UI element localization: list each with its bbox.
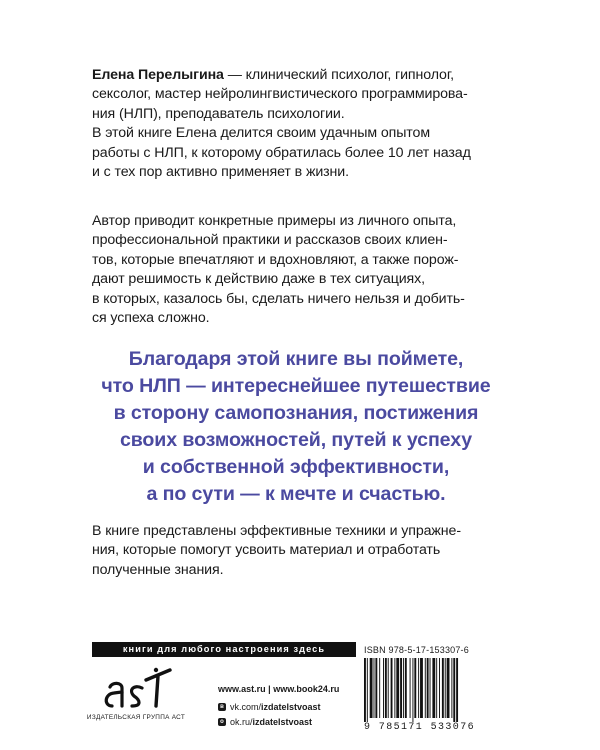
barcode-bar	[379, 658, 380, 718]
barcode-bar	[432, 658, 435, 718]
techniques-line: В книге представлены эффективные техники и упражне-	[92, 523, 461, 539]
author-bio	[92, 66, 512, 182]
description-line: ся успеха сложно.	[92, 310, 210, 327]
barcode-bar	[445, 658, 446, 718]
barcode-bar	[403, 658, 404, 718]
barcode-bar	[456, 658, 458, 722]
barcode-bar	[374, 658, 375, 718]
techniques-line: полученные знания.	[92, 561, 224, 578]
author-bio-line: и с тех пор активно применяет в жизни.	[92, 164, 349, 181]
barcode-bar	[451, 658, 452, 718]
quote-line: а по сути — к мечте и счастью.	[146, 483, 446, 505]
highlight-quote	[76, 346, 516, 508]
description-line: профессиональной практики и рассказов своих клиен-	[92, 232, 448, 249]
barcode-bar	[453, 658, 455, 722]
quote-line: и собственной эффективности,	[142, 456, 450, 478]
barcode-bar	[425, 658, 426, 718]
barcode-bar	[420, 658, 423, 718]
barcode-bar	[375, 658, 377, 718]
barcode-bar	[410, 658, 411, 718]
description-line: в которых, казалось бы, сделать ничего нельзя и добить-	[92, 290, 465, 307]
barcode-bar	[396, 658, 399, 718]
publisher-name: ИЗДАТЕЛЬСКАЯ ГРУППА АСТ	[86, 714, 186, 721]
barcode-bar	[436, 658, 437, 718]
barcode-bar	[430, 658, 431, 718]
barcode-bar	[385, 658, 387, 718]
barcode-bar	[414, 658, 416, 718]
isbn: ISBN 978-5-17-153307-6	[364, 645, 469, 655]
quote-line: Благодаря этой книге вы поймете,	[128, 348, 464, 370]
quote-line: своих возможностей, путей к успеху	[119, 429, 473, 451]
publisher-logo	[86, 666, 186, 726]
barcode-bar	[442, 658, 444, 718]
barcode-bar	[394, 658, 395, 718]
barcode-bar	[412, 658, 413, 722]
techniques-line: ния, которые помогут усвоить материал и отработать	[92, 542, 441, 559]
description-line: Автор приводит конкретные примеры из личного опыта,	[92, 213, 457, 229]
author-bio-line: сексолог, мастер нейролингвистического программирова-	[92, 86, 468, 103]
author-bio-line: Елена Перелыгина — клинический психолог, гипнолог,	[92, 67, 455, 83]
barcode-number: 9 785171 533076	[364, 722, 476, 733]
ast-logo-icon	[98, 666, 174, 712]
barcode-bar	[391, 658, 393, 718]
tagline-bar: книги для любого настроения здесь	[92, 642, 356, 657]
description-line: тов, которые впечатляют и вдохновляют, а также порож-	[92, 251, 459, 268]
barcode-bar	[418, 658, 419, 718]
barcode-bar	[367, 658, 368, 722]
quote-line: в сторону самопознания, постижения	[113, 402, 479, 424]
ok-link[interactable]: о ok.ru/ izdatelstvoast	[218, 715, 339, 729]
barcode-bar	[447, 658, 450, 718]
description-line: дают решимость к действию даже в тех ситуациях,	[92, 271, 425, 288]
barcode-bar	[388, 658, 389, 718]
barcode-bar	[383, 658, 384, 718]
barcode-bar	[370, 658, 373, 718]
vk-icon: в	[218, 703, 226, 711]
barcode-bar	[400, 658, 402, 718]
author-bio-line: В этой книге Елена делится своим удачным опытом	[92, 125, 430, 142]
author-bio-line: ния (НЛП), преподаватель психологии.	[92, 105, 345, 122]
barcode-bar	[427, 658, 429, 718]
book-description	[92, 212, 512, 328]
author-name: Елена Перелыгина	[92, 67, 224, 83]
barcode-bar	[439, 658, 440, 718]
barcode-bar	[364, 658, 366, 722]
techniques-note	[92, 522, 512, 580]
vk-link[interactable]: в vk.com/ izdatelstvoast	[218, 700, 339, 714]
barcode-icon	[364, 658, 484, 722]
publisher-contacts	[218, 682, 339, 729]
barcode-bar	[405, 658, 407, 718]
quote-line: что НЛП — интереснейшее путешествие	[101, 375, 491, 397]
website-links[interactable]: www.ast.ru | www.book24.ru	[218, 684, 340, 694]
author-bio-line: работы с НЛП, к которому обратилась более 10 лет назад	[92, 144, 471, 161]
ok-icon: о	[218, 718, 226, 726]
